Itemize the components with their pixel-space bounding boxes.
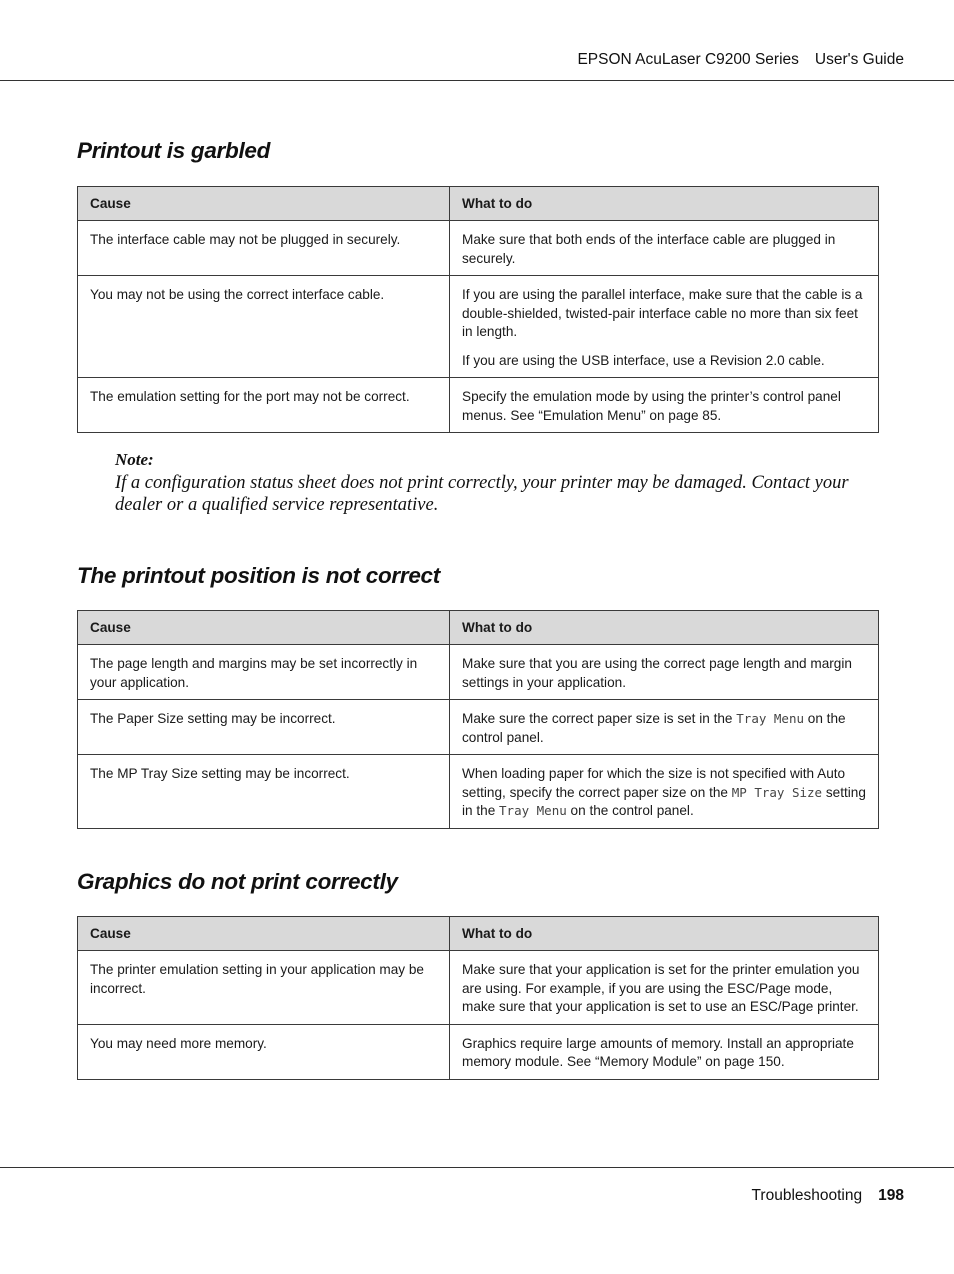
section-title-graphics: Graphics do not print correctly <box>77 869 398 894</box>
note-block <box>115 449 875 517</box>
table-header-row <box>78 187 879 221</box>
cause-cell: The Paper Size setting may be incorrect. <box>78 700 450 755</box>
cause-cell: The page length and margins may be set incorrectly in your application. <box>78 645 450 700</box>
menu-name-code: Tray Menu <box>499 803 567 818</box>
page-number: 198 <box>878 1187 904 1204</box>
table-graphics <box>77 916 879 1080</box>
cause-cell: You may not be using the correct interface cable. <box>78 276 450 378</box>
footer-section: Troubleshooting <box>751 1187 863 1204</box>
what-text: When loading paper for which the size is not specified with Auto setting, specify the correct paper size on the <box>462 766 846 800</box>
table-row <box>78 276 879 378</box>
what-cell: Make sure that your application is set for the printer emulation you are using. For example, if you are using the ESC/Page mode, make sure that your application is set to use an ESC/Page printer. <box>450 951 879 1025</box>
column-header-what: What to do <box>450 917 879 951</box>
menu-name-code: Tray Menu <box>736 711 804 726</box>
table-row <box>78 378 879 433</box>
section-title-position: The printout position is not correct <box>77 563 440 588</box>
cause-cell: The emulation setting for the port may not be correct. <box>78 378 450 433</box>
what-text: on the control panel. <box>462 711 846 745</box>
what-cell <box>450 276 879 378</box>
table-row <box>78 951 879 1025</box>
cause-cell: You may need more memory. <box>78 1024 450 1079</box>
what-text: on the control panel. <box>566 803 694 818</box>
product-name: EPSON AcuLaser C9200 Series <box>577 51 799 68</box>
note-label: Note: <box>115 450 154 469</box>
table-garbled <box>77 186 879 433</box>
table-header-row <box>78 611 879 645</box>
column-header-cause: Cause <box>78 611 450 645</box>
what-text: setting in the <box>462 784 866 818</box>
column-header-what: What to do <box>450 187 879 221</box>
cause-cell: The printer emulation setting in your application may be incorrect. <box>78 951 450 1025</box>
guide-name: User's Guide <box>814 51 904 68</box>
page-footer <box>752 1187 904 1205</box>
what-cell: Specify the emulation mode by using the printer’s control panel menus. See “Emulation Menu” on page 85. <box>450 378 879 433</box>
table-row <box>78 1024 879 1079</box>
what-text: Make sure the correct paper size is set in the <box>462 711 737 726</box>
table-position <box>77 610 879 829</box>
setting-name-code: MP Tray Size <box>731 784 823 800</box>
what-cell <box>450 700 879 755</box>
what-cell: Make sure that you are using the correct page length and margin settings in your application. <box>450 645 879 700</box>
table-header-row <box>78 917 879 951</box>
header-rule <box>0 80 954 81</box>
table-row <box>78 700 879 755</box>
column-header-what: What to do <box>450 611 879 645</box>
what-paragraph: If you are using the USB interface, use a Revision 2.0 cable. <box>462 352 825 368</box>
cause-cell: The MP Tray Size setting may be incorrect. <box>78 755 450 829</box>
table-row <box>78 755 879 829</box>
cause-cell: The interface cable may not be plugged in securely. <box>78 221 450 276</box>
note-text: If a configuration status sheet does not print correctly, your printer may be damaged. Contact your dealer or a qualified service representative. <box>115 472 849 515</box>
footer-rule <box>0 1167 954 1168</box>
what-cell: Make sure that both ends of the interface cable are plugged in securely. <box>450 221 879 276</box>
what-paragraph: If you are using the parallel interface, make sure that the cable is a double-shielded, twisted-pair interface cable no more than six feet in length. <box>462 287 863 339</box>
section-title-garbled: Printout is garbled <box>77 138 271 163</box>
what-cell: Graphics require large amounts of memory. Install an appropriate memory module. See “Memory Module” on page 150. <box>450 1024 879 1079</box>
page-header <box>577 51 904 69</box>
table-row <box>78 645 879 700</box>
what-cell <box>450 755 879 829</box>
column-header-cause: Cause <box>78 917 450 951</box>
table-row <box>78 221 879 276</box>
column-header-cause: Cause <box>78 187 450 221</box>
